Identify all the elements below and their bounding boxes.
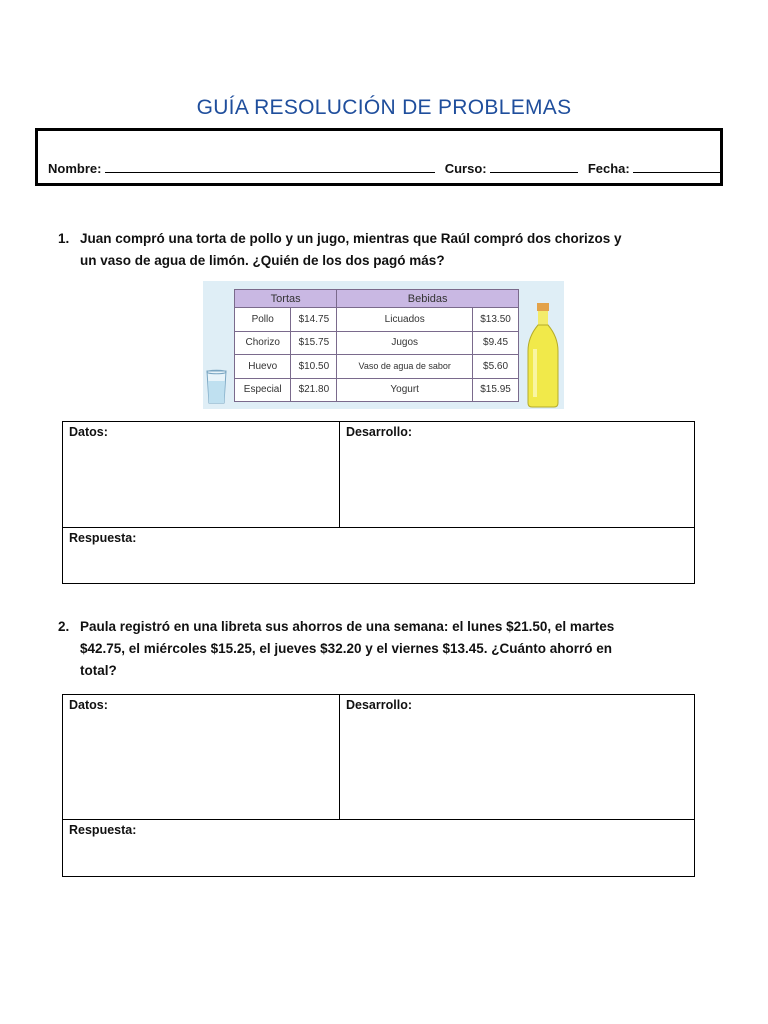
bebida-name: Yogurt	[337, 378, 473, 401]
problem-number: 2.	[58, 619, 70, 634]
problem-line: Paula registró en una libreta sus ahorros de una semana: el lunes $21.50, el martes	[80, 619, 615, 634]
table-row	[235, 331, 519, 354]
torta-name: Chorizo	[235, 331, 291, 354]
desarrollo-label: Desarrollo:	[346, 425, 412, 439]
respuesta-label: Respuesta:	[69, 531, 137, 545]
problem-line: un vaso de agua de limón. ¿Quién de los dos pagó más?	[80, 253, 445, 268]
bottle-icon	[526, 303, 560, 409]
problem-number: 1.	[58, 231, 70, 246]
table-row	[235, 308, 519, 331]
price-table	[234, 289, 519, 402]
tortas-header: Tortas	[235, 290, 337, 308]
curso-field[interactable]	[490, 160, 578, 173]
datos-label: Datos:	[69, 698, 108, 712]
bebida-price: $13.50	[473, 308, 519, 331]
desarrollo-label: Desarrollo:	[346, 698, 412, 712]
torta-name: Pollo	[235, 308, 291, 331]
torta-name: Especial	[235, 378, 291, 401]
student-info-box	[35, 128, 723, 186]
torta-price: $15.75	[291, 331, 337, 354]
bebida-name: Jugos	[337, 331, 473, 354]
problem-line: total?	[80, 663, 117, 678]
desarrollo-cell[interactable]	[340, 695, 694, 820]
nombre-field[interactable]	[105, 160, 435, 173]
answer-grid-1	[62, 421, 695, 584]
torta-price: $21.80	[291, 378, 337, 401]
nombre-label: Nombre:	[48, 161, 102, 176]
datos-label: Datos:	[69, 425, 108, 439]
problem-2	[58, 616, 678, 682]
bebida-price: $5.60	[473, 355, 519, 378]
respuesta-cell[interactable]	[63, 528, 694, 583]
bebida-price: $15.95	[473, 378, 519, 401]
datos-cell[interactable]	[63, 422, 340, 528]
table-row	[235, 355, 519, 378]
desarrollo-cell[interactable]	[340, 422, 694, 528]
problem-1	[58, 228, 678, 272]
bebida-price: $9.45	[473, 331, 519, 354]
student-info-row	[48, 160, 710, 176]
bebida-name: Vaso de agua de sabor	[337, 355, 473, 378]
table-row	[235, 378, 519, 401]
torta-price: $14.75	[291, 308, 337, 331]
page-title: GUÍA RESOLUCIÓN DE PROBLEMAS	[196, 96, 572, 119]
problem-line: $42.75, el miércoles $15.25, el jueves $32.20 y el viernes $13.45. ¿Cuánto ahorró en	[80, 641, 613, 656]
price-illustration	[203, 281, 564, 409]
answer-grid-2	[62, 694, 695, 877]
curso-label: Curso:	[444, 161, 487, 176]
torta-price: $10.50	[291, 355, 337, 378]
problem-line: Juan compró una torta de pollo y un jugo, mientras que Raúl compró dos chorizos y	[80, 231, 622, 246]
bebida-name: Licuados	[337, 308, 473, 331]
respuesta-label: Respuesta:	[69, 823, 137, 837]
fecha-label: Fecha:	[587, 161, 630, 176]
bebidas-header: Bebidas	[337, 290, 519, 308]
fecha-field[interactable]	[633, 160, 723, 173]
torta-name: Huevo	[235, 355, 291, 378]
datos-cell[interactable]	[63, 695, 340, 820]
glass-icon	[205, 369, 228, 405]
respuesta-cell[interactable]	[63, 820, 694, 876]
